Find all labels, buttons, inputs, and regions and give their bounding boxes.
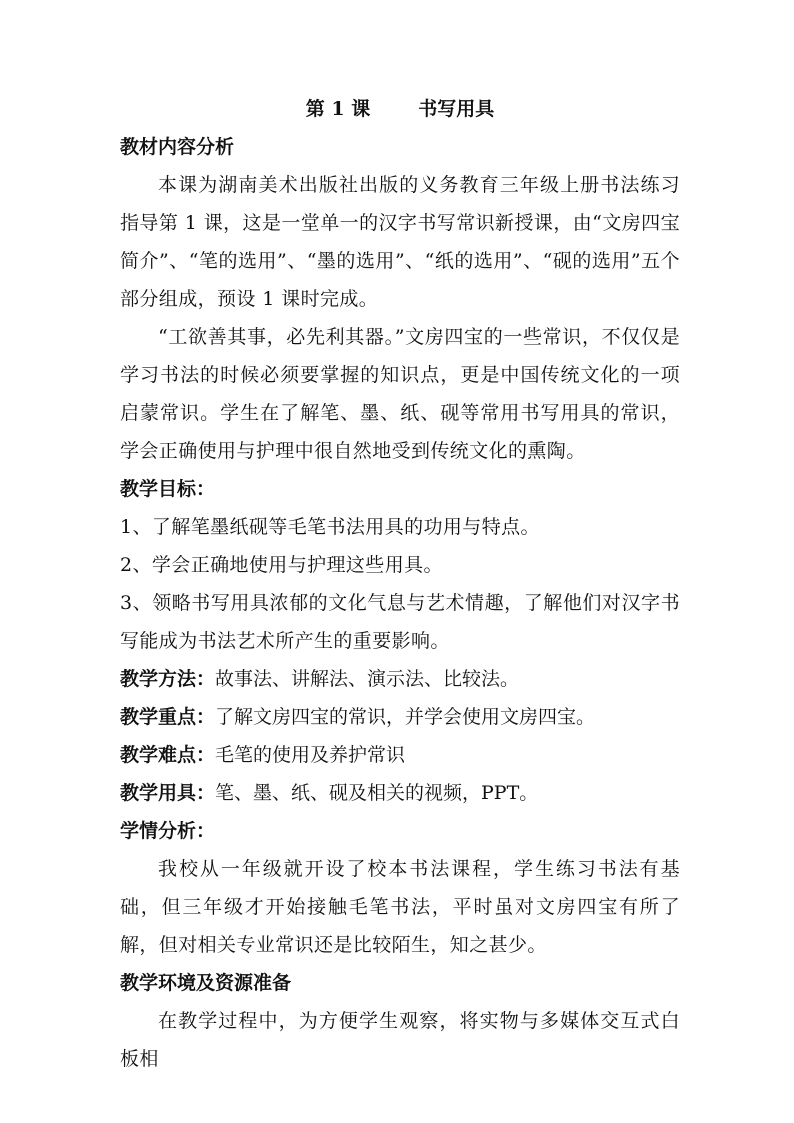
student-paragraph: 我校从一年级就开设了校本书法课程，学生练习书法有基础，但三年级才开始接触毛笔书法，平时虽对文房四宝有所了解，但对相关专业常识还是比较陌生，知之甚少。 [120, 858, 680, 956]
goal-item-2: 2、学会正确地使用与护理这些用具。 [120, 554, 443, 576]
key-point-row [120, 698, 680, 736]
analysis-paragraph-2: “工欲善其事，必先利其器。”文房四宝的一些常识，不仅仅是学习书法的时候必须要掌握的知识点，更是中国传统文化的一项启蒙常识。学生在了解笔、墨、纸、砚等常用书写用具的常识，学会正确使用与护理中很自然地受到传统文化的熏陶。 [120, 326, 680, 462]
document-body [120, 90, 680, 1078]
section-heading-goals: 教学目标： [120, 478, 216, 500]
environment-paragraph: 在教学过程中，为方便学生观察，将实物与多媒体交互式白板相 [120, 1010, 680, 1070]
section-heading-analysis: 教材内容分析 [120, 136, 235, 158]
tools-label: 教学用具： [120, 782, 216, 804]
tools-value: 笔、墨、纸、砚及相关的视频，PPT。 [215, 782, 539, 804]
analysis-paragraph-1: 本课为湖南美术出版社出版的义务教育三年级上册书法练习指导第 1 课，这是一堂单一的汉字书写常识新授课，由“文房四宝简介”、“笔的选用”、“墨的选用”、“纸的选用”、“砚的选用”五个部分组成，预设 1 课时完成。 [120, 174, 680, 310]
tools-row [120, 774, 680, 812]
method-value: 故事法、讲解法、演示法、比较法。 [215, 668, 520, 690]
lesson-name: 书写用具 [418, 98, 495, 120]
difficulty-value: 毛笔的使用及养护常识 [215, 744, 406, 766]
lesson-number: 第 1 课 [305, 98, 371, 120]
goal-item-3: 3、领略书写用具浓郁的文化气息与艺术情趣，了解他们对汉字书写能成为书法艺术所产生的重要影响。 [120, 592, 680, 652]
method-row [120, 660, 680, 698]
section-heading-student: 学情分析： [120, 820, 216, 842]
method-label: 教学方法： [120, 668, 216, 690]
goal-item-1: 1、了解笔墨纸砚等毛笔书法用具的功用与特点。 [120, 516, 540, 538]
difficulty-label: 教学难点： [120, 744, 216, 766]
key-point-value: 了解文房四宝的常识，并学会使用文房四宝。 [215, 706, 596, 728]
section-heading-environment: 教学环境及资源准备 [120, 972, 292, 994]
page-title [120, 90, 680, 128]
key-point-label: 教学重点： [120, 706, 216, 728]
difficulty-row [120, 736, 680, 774]
